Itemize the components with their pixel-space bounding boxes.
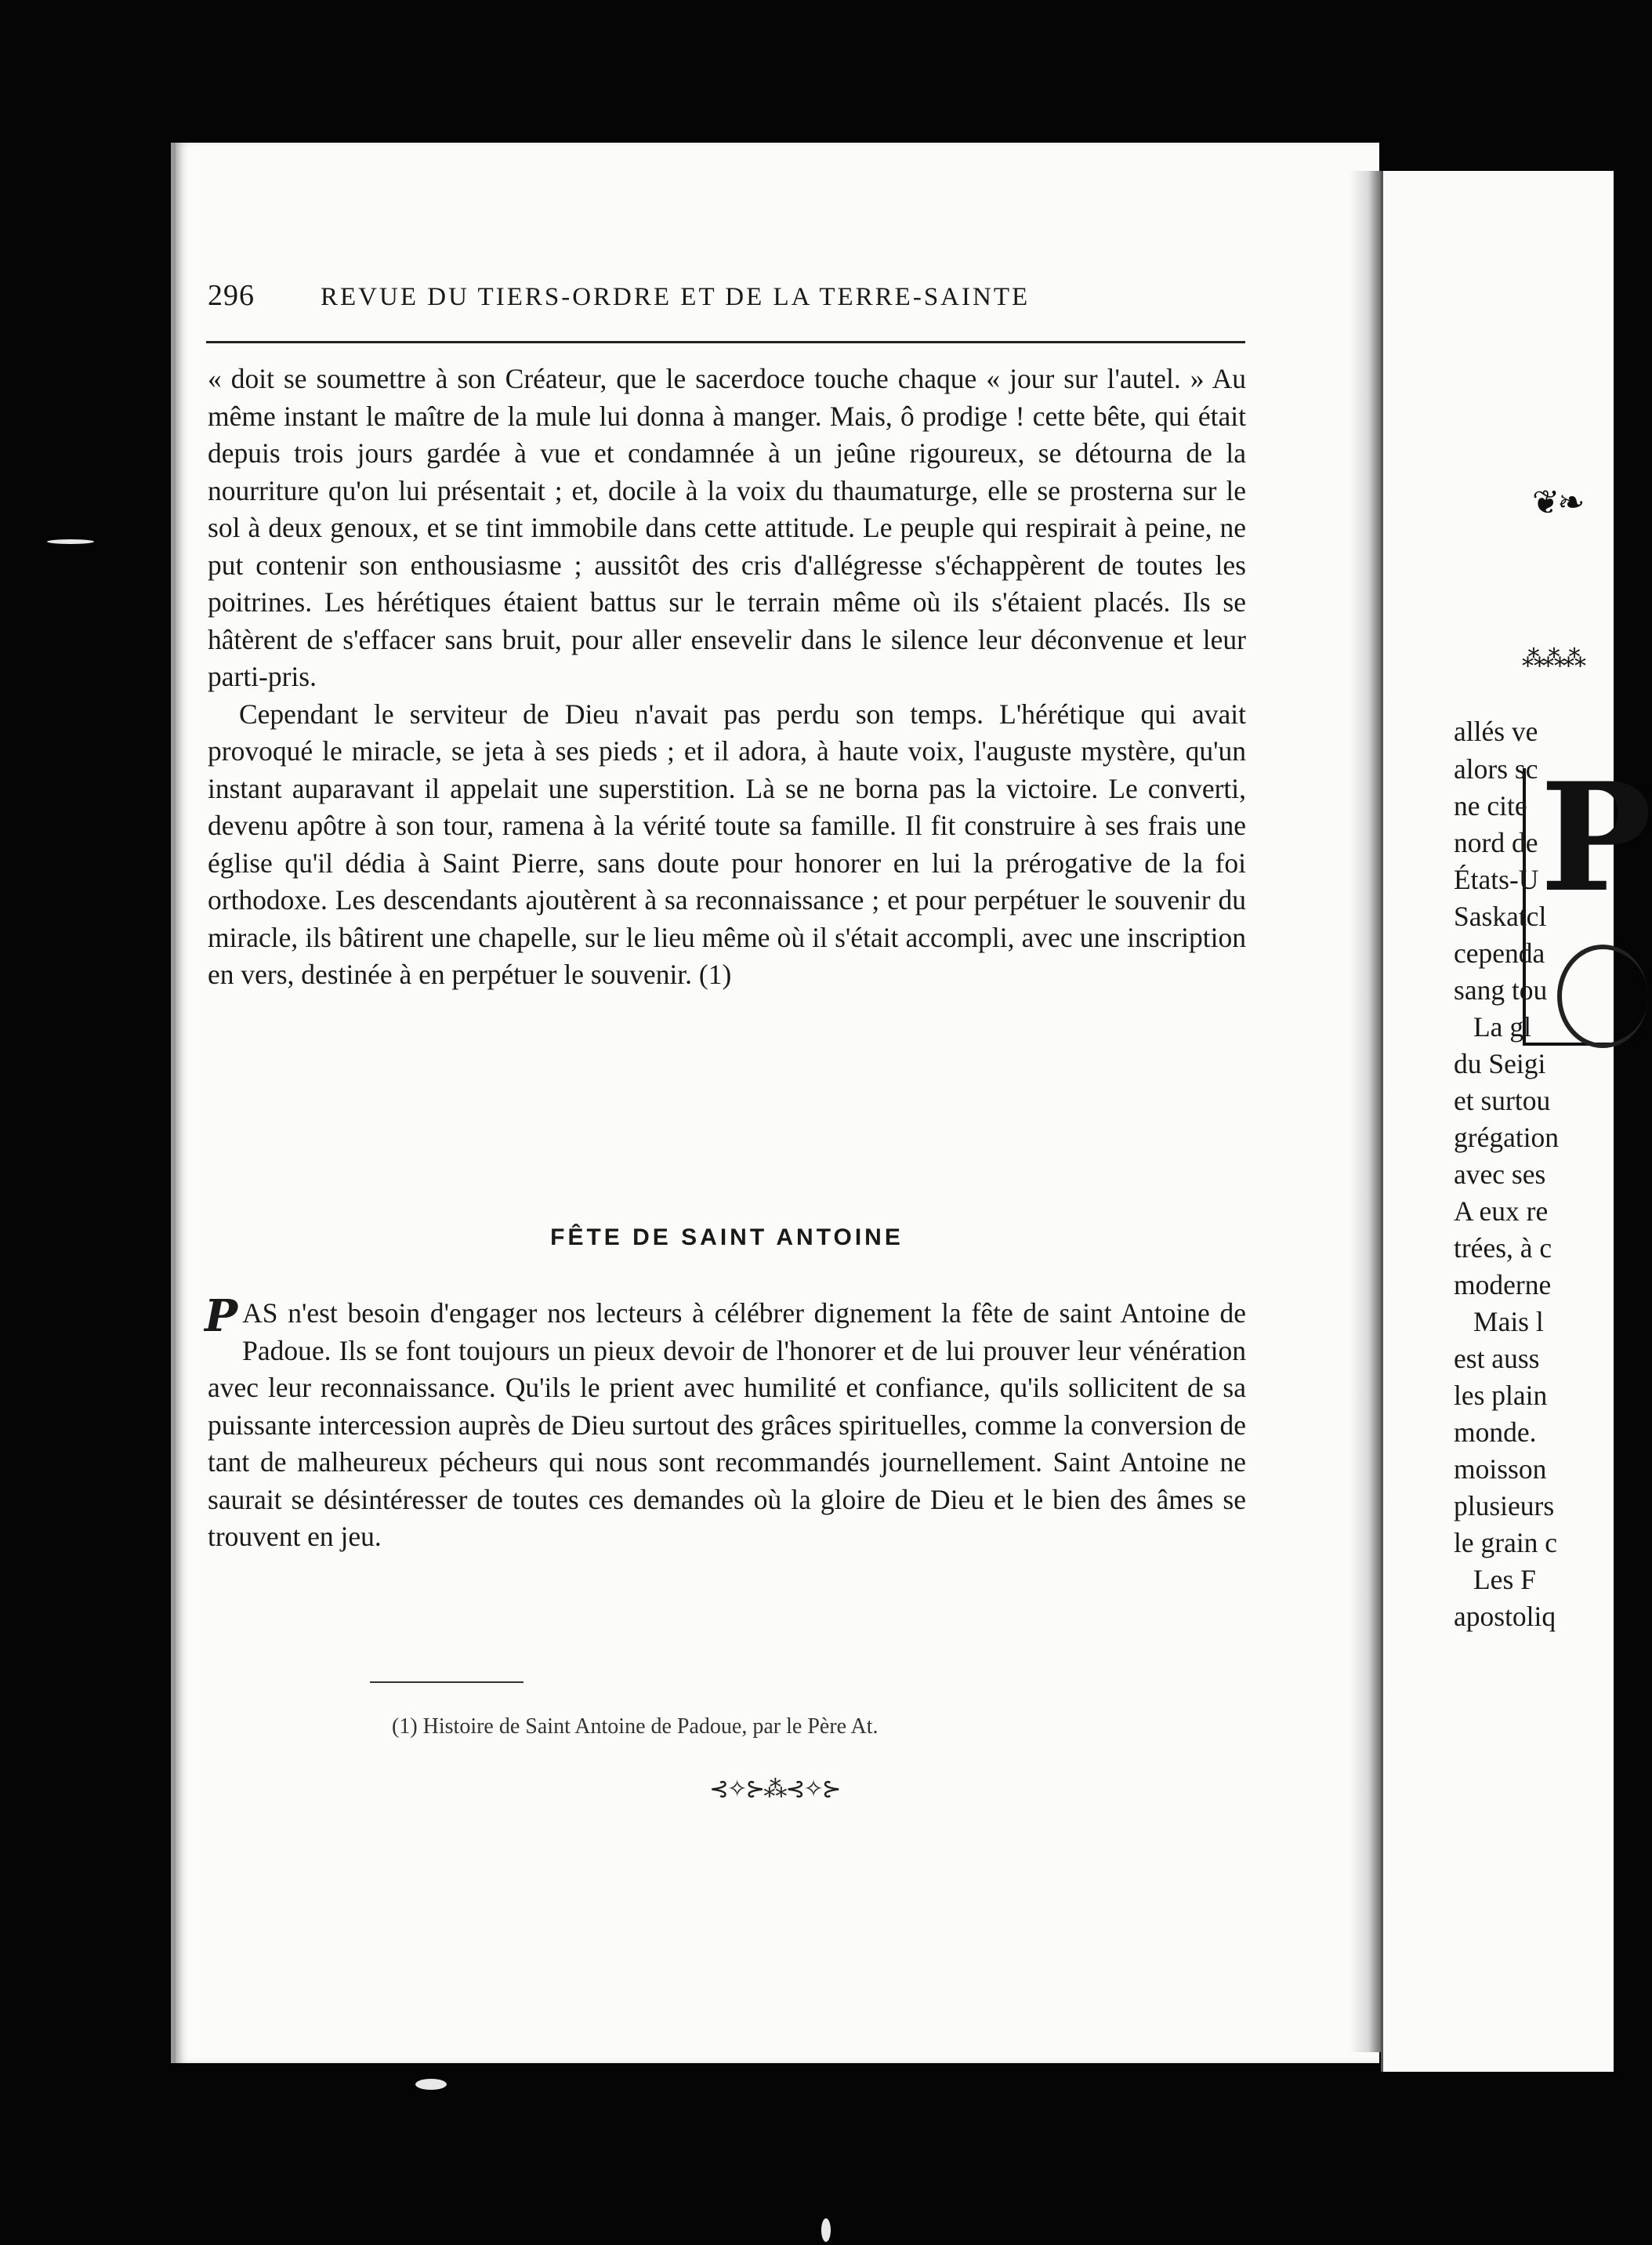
end-ornament: ⊰✧⊱⁂⊰✧⊱	[709, 1776, 840, 1802]
book-gutter	[1349, 171, 1381, 2052]
paragraph: Cependant le serviteur de Dieu n'avait pas perdu son temps. L'hérétique qui avait provoqué le miracle, se jeta à ses pieds ; et il adora, à haute voix, l'auguste mystère, qu'un instant auparavant il appelait une superstition. Là se ne borna pas la victoire. Le converti, devenu apôtre à son tour, ramena à la vérité toute sa famille. Il fit construire à ses frais une église qu'il dédia à Saint Pierre, sans doute pour honorer en lui la prérogative de la foi orthodoxe. Les descendants ajoutèrent à sa reconnaissance ; et pour perpétuer le souvenir du miracle, ils bâtirent une chapelle, sur le lieu même où il s'était accompli, avec une inscription en vers, destinée à en perpétuer le souvenir. (1)	[208, 698, 1246, 990]
running-title: REVUE DU TIERS-ORDRE ET DE LA TERRE-SAINTE	[321, 283, 1031, 311]
section-body	[205, 1290, 1246, 1556]
right-page-line: nord de	[1454, 827, 1538, 858]
right-page-line: Mais l	[1473, 1306, 1544, 1337]
right-page-line: monde.	[1454, 1416, 1537, 1448]
right-page-line: du Seigi	[1454, 1048, 1546, 1079]
right-page-line: Les F	[1473, 1564, 1536, 1595]
right-page-line: États-U	[1454, 864, 1539, 895]
right-page-line: ne cite	[1454, 790, 1527, 821]
right-page-line: le grain c	[1454, 1527, 1558, 1558]
right-page	[1381, 171, 1652, 2072]
right-page-line: grégation	[1454, 1122, 1560, 1153]
article-body	[208, 361, 1246, 994]
divider-ornament-icon: ⁂⁂⁂	[1522, 646, 1583, 672]
footnote: (1) Histoire de Saint Antoine de Padoue, par le Père At.	[392, 1714, 879, 1739]
header-ornament-icon: ❦❧	[1532, 485, 1583, 521]
right-page-line: trées, à c	[1454, 1232, 1552, 1264]
right-page-line: et surtou	[1454, 1085, 1551, 1116]
right-page-line: moisson	[1454, 1453, 1547, 1485]
drop-cap: P	[205, 1290, 238, 1342]
right-page-line: allés ve	[1454, 716, 1538, 747]
right-page-line: avec ses	[1454, 1159, 1546, 1190]
right-page-line: apostoliq	[1454, 1601, 1556, 1632]
right-page-line: alors sc	[1454, 753, 1538, 785]
running-header	[208, 278, 1242, 313]
right-page-line: les plain	[1454, 1380, 1548, 1411]
right-page-line: cependa	[1454, 938, 1545, 969]
right-page-line: est auss	[1454, 1343, 1540, 1374]
section-text: n'est besoin d'engager nos lecteurs à célébrer dignement la fête de saint Antoine de Padoue. Ils se font toujours un pieux devoir de l'honorer et de lui prouver leur vénération avec leur reconnaissance. Qu'ils le prient avec humilité et confiance, qu'ils sollicitent de sa puissante intercession auprès de Dieu surtout des grâces spirituelles, comme la conversion de tant de malheureux pécheurs qui nous sont recommandés journellement. Saint Antoine ne saurait se désintéresser de toutes ces demandes où la gloire de Dieu et le bien des âmes se trouvent en jeu.	[208, 1297, 1246, 1552]
section-title: FÊTE DE SAINT ANTOINE	[550, 1224, 904, 1250]
header-rule	[206, 341, 1245, 343]
footnote-rule	[370, 1681, 523, 1683]
paragraph: « doit se soumettre à son Créateur, que le sacerdoce touche chaque « jour sur l'autel. » Au même instant le maître de la mule lui donna à manger. Mais, ô prodige ! cette bête, qui était depuis trois jours gardée à vue et condamnée à un jeûne rigoureux, se détourna de la nourriture qu'on lui présentait ; et, docile à la voix du thaumaturge, elle se prosterna sur le sol à deux genoux, et se tint immobile dans cette attitude. Le peuple qui respirait à peine, ne put contenir son enthousiasme ; aussitôt des cris d'allégresse s'échappèrent de toutes les poitrines. Les hérétiques étaient battus sur le terrain même où ils s'étaient placés. Ils se hâtèrent de s'effacer sans bruit, pour aller ensevelir dans le silence leur déconvenue et leur parti-pris.	[208, 363, 1246, 692]
scan-speck	[821, 2218, 831, 2242]
scan-speck	[415, 2079, 447, 2090]
right-page-line: moderne	[1454, 1269, 1552, 1300]
scan-speck	[47, 539, 94, 544]
dropcap-flourish-icon	[1557, 945, 1648, 1048]
right-page-line: La gl	[1473, 1011, 1531, 1043]
right-page-line: A eux re	[1454, 1195, 1549, 1227]
right-page-line: sang tou	[1454, 974, 1548, 1006]
page-number: 296	[208, 279, 255, 312]
right-page-line: Saskatcl	[1454, 901, 1547, 932]
right-page-line: plusieurs	[1454, 1490, 1555, 1521]
dropcap-letter: P	[1540, 750, 1652, 925]
first-word-rest: AS	[242, 1297, 278, 1329]
